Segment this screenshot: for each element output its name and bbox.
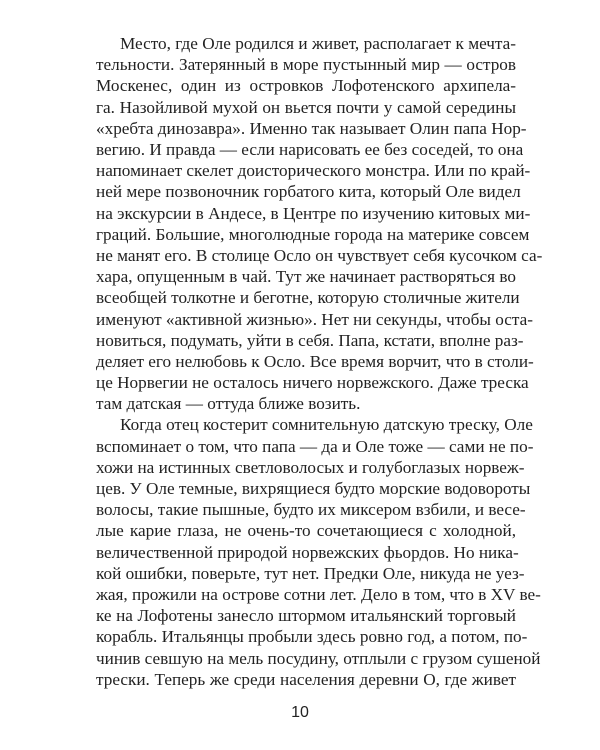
text-line: граций. Большие, многолюдные города на материке совсем [96,224,530,244]
text-line: Место, где Оле родился и живет, располагает к мечта- [120,34,516,53]
text-line: лые карие глаза, не очень-то сочетающиеся с холодной, [96,521,516,541]
text-line: жая, прожили на острове сотни лет. Дело в том, что в XV ве- [96,585,541,605]
text-line: там датская — оттуда ближе возить. [96,394,361,414]
text-line: волосы, такие пышные, будто их миксером взбили, и весе- [96,500,526,520]
text-line: «хребта динозавра». Именно так называет Олин папа Нор- [96,118,527,138]
page-number: 10 [291,704,309,721]
text-line: хожи на истинных светловолосых и голубоглазых норвеж- [96,457,525,477]
text-line: на экскурсии в Андесе, в Центре по изучению китовых ми- [96,203,531,223]
text-line: трески. Теперь же среди населения деревни О, где живет [96,669,516,689]
text-line: не манят его. В столице Осло он чувствует себя кусочком са- [96,245,543,265]
text-line: тельности. Затерянный в море пустынный мир — остров [96,55,516,75]
text-line: кой ошибки, поверьте, тут нет. Предки Оле, никуда не уез- [96,563,525,583]
text-line: ней мере позвоночник горбатого кита, который Оле видел [96,182,521,202]
text-line: Москенес, один из островков Лофотенского архипела- [96,76,516,96]
text-line: га. Назойливой мухой он вьется почти у самой середины [96,97,516,117]
text-line: це Норвегии не осталось ничего норвежского. Даже треска [96,373,529,393]
text-line: именуют «активной жизнью». Нет ни секунды, чтобы оста- [96,309,533,329]
text-line: корабль. Итальянцы пробыли здесь ровно год, а потом, по- [96,627,528,647]
text-line: новиться, подумать, уйти в себя. Папа, кстати, вполне раз- [96,330,524,350]
text-line: хара, опущенным в чай. Тут же начинает растворяться во [96,267,516,287]
text-line: чинив севшую на мель посудину, отплыли с грузом сушеной [96,648,541,668]
text-line: деляет его нелюбовь к Осло. Все время ворчит, что в столи- [96,351,534,371]
text-line: Когда отец костерит сомнительную датскую треску, Оле [120,415,533,435]
text-line: вспоминает о том, что папа — да и Оле тоже — сами не по- [96,436,534,456]
text-line: вегию. И правда — если нарисовать ее без соседей, то она [96,139,524,159]
text-line: всеобщей толкотне и беготне, которую столичные жители [96,288,520,308]
text-line: напоминает скелет доисторического монстра. Или по край- [96,161,531,181]
text-line: величественной природой норвежских фьордов. Но ника- [96,542,519,562]
text-line: цев. У Оле темные, вихрящиеся будто морские водовороты [96,479,531,499]
text-line: ке на Лофотены занесло штормом итальянский торговый [96,606,516,626]
